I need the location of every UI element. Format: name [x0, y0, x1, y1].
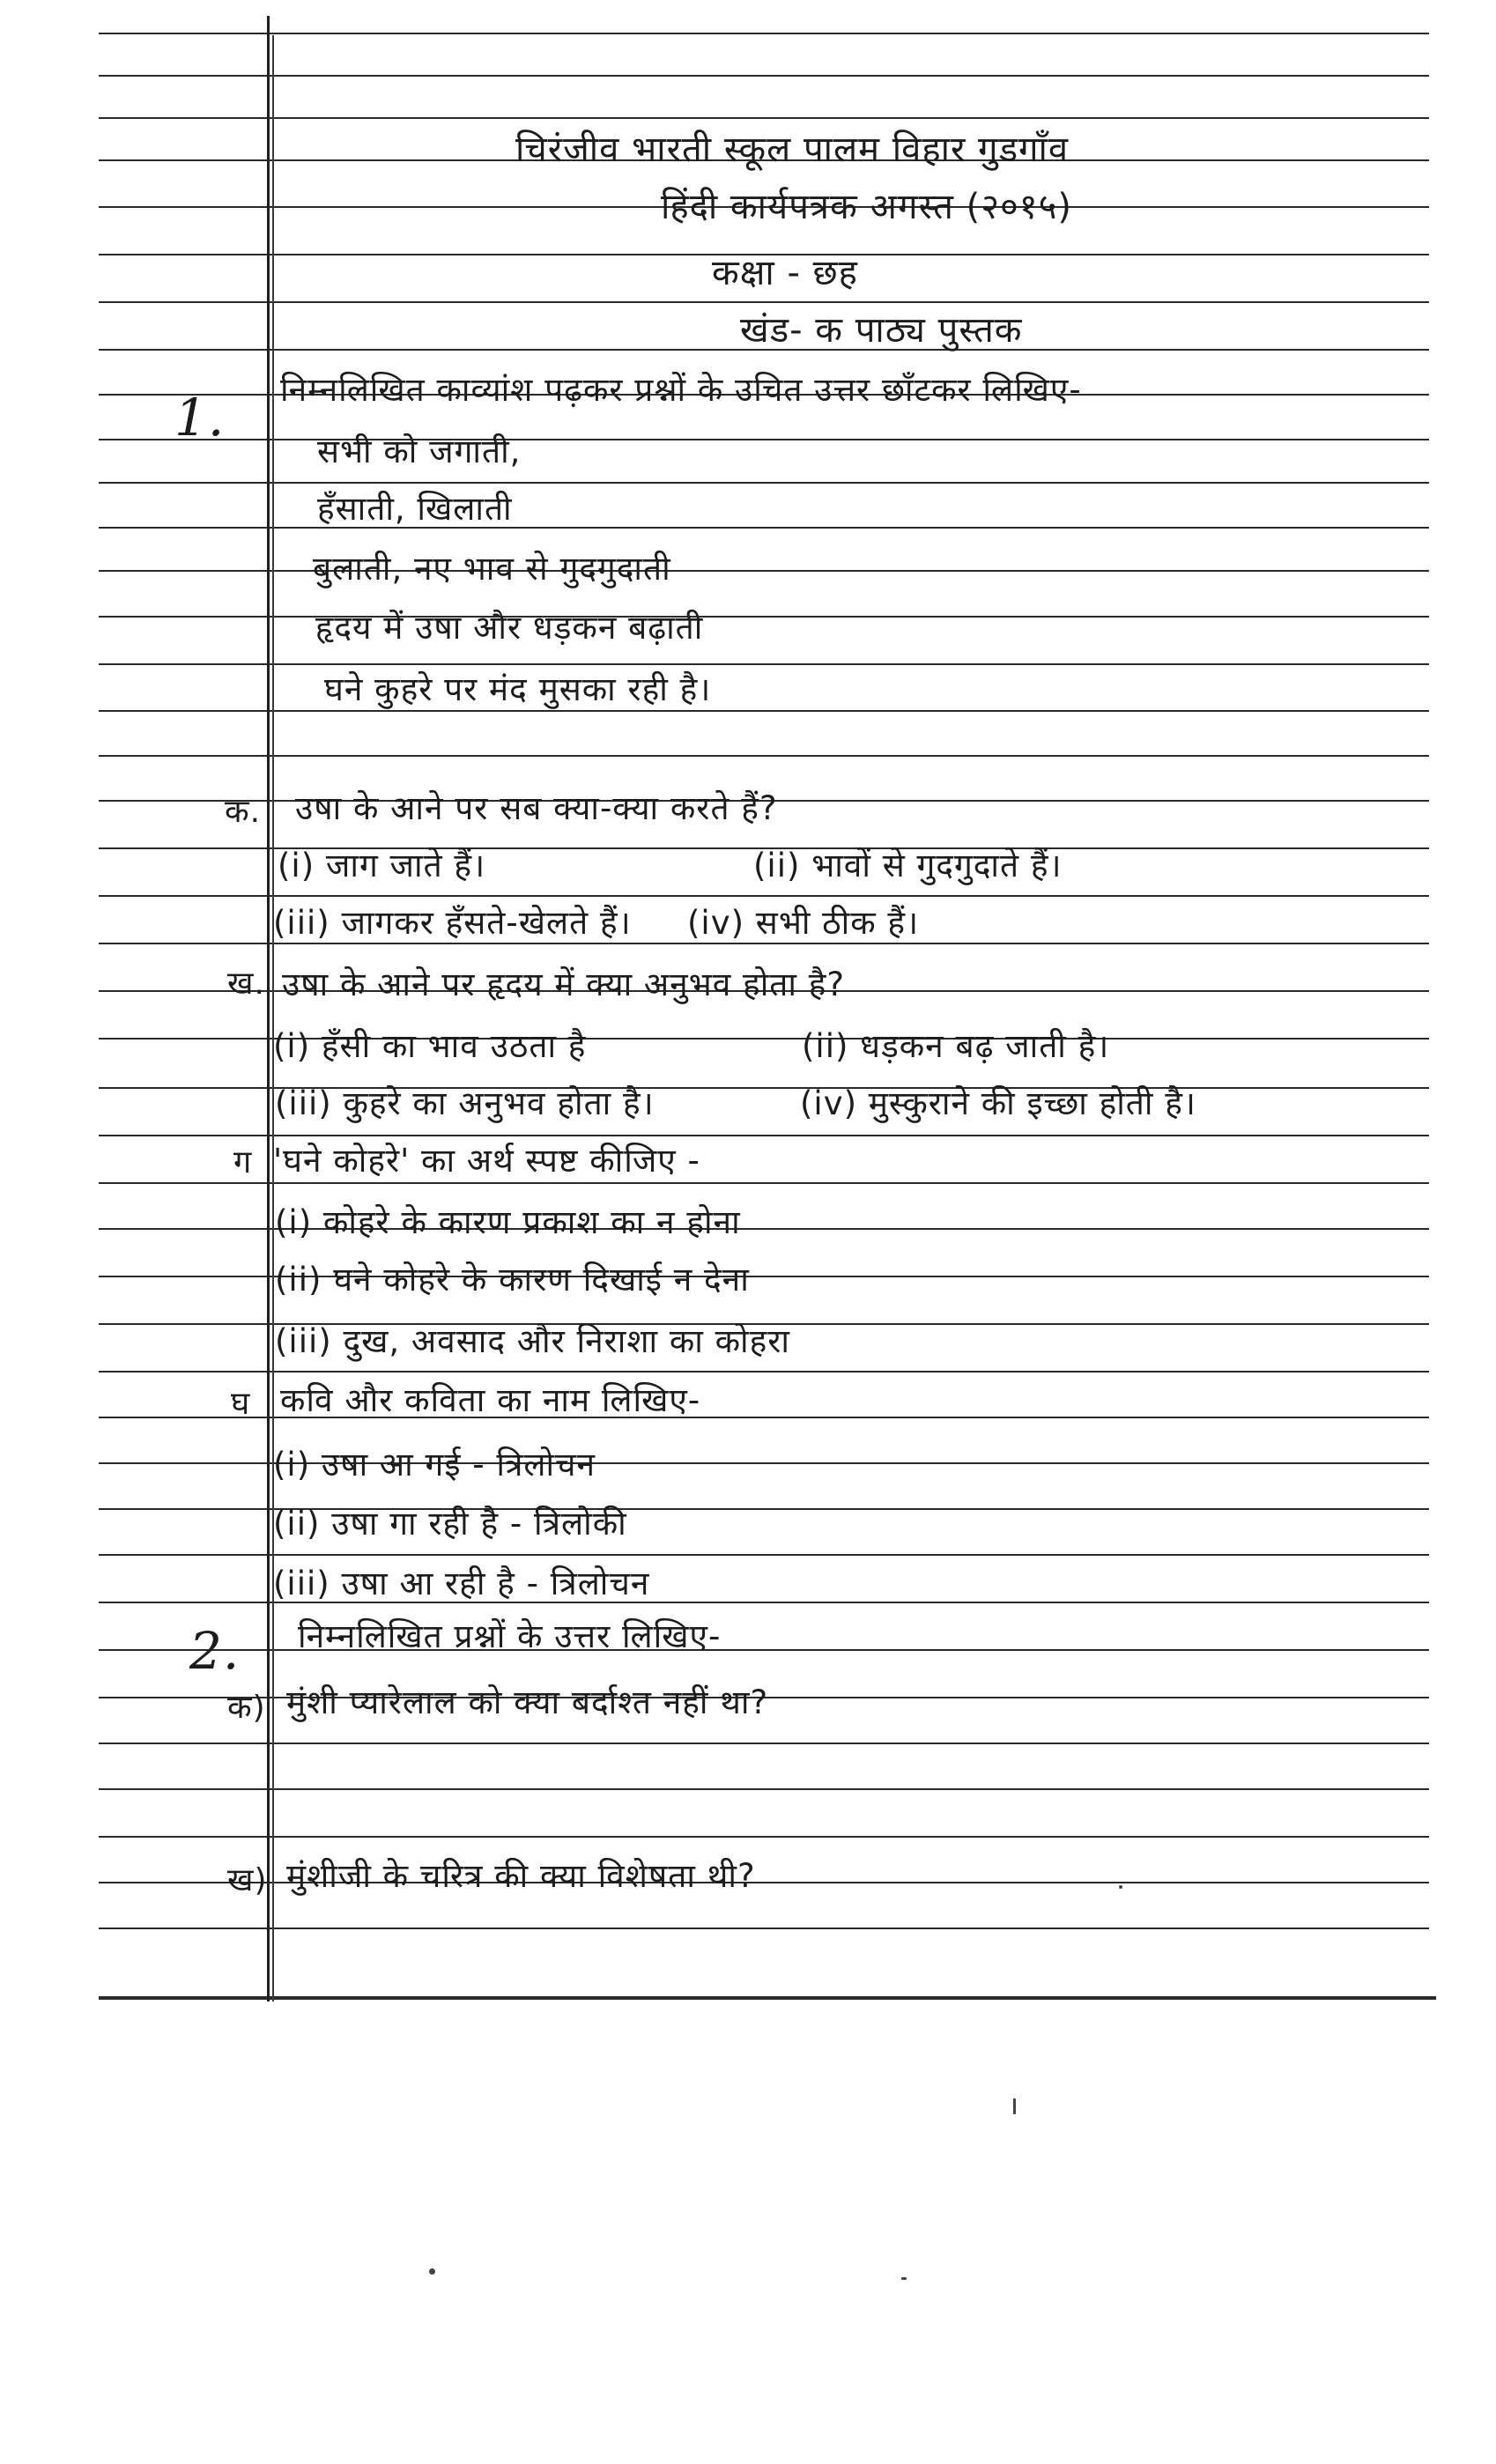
ruled-line	[99, 1836, 1429, 1838]
option: (iv) मुस्कुराने की इच्छा होती है।	[800, 1084, 1196, 1122]
option: (iii) उषा आ रही है - त्रिलोचन	[273, 1565, 650, 1602]
subquestion-text: कवि और कविता का नाम लिखिए-	[280, 1381, 701, 1419]
option: (iv) सभी ठीक हैं।	[687, 904, 920, 942]
class-label: कक्षा - छह	[712, 253, 858, 293]
question-number: 2.	[189, 1621, 241, 1681]
option: (i) हँसी का भाव उठता है	[273, 1027, 587, 1065]
question-instruction: निम्नलिखित काव्यांश पढ़कर प्रश्नों के उचित उत्तर छाँटकर लिखिए-	[280, 371, 1082, 409]
ruled-line	[99, 439, 1429, 440]
poem-line: घने कुहरे पर मंद मुसका रही है।	[324, 670, 712, 708]
subquestion-marker: क.	[225, 794, 262, 830]
subquestion-marker: घ	[231, 1386, 251, 1422]
poem-line: बुलाती, नए भाव से गुदगुदाती	[313, 550, 671, 588]
section-label: खंड- क पाठ्य पुस्तक	[740, 310, 1023, 351]
ruled-line	[99, 1371, 1429, 1373]
ruled-line	[99, 75, 1429, 77]
ruled-line	[99, 570, 1429, 572]
option: (i) जाग जाते हैं।	[278, 847, 486, 884]
ruled-line	[99, 663, 1429, 665]
margin-line	[272, 35, 274, 2002]
option: (ii) भावों से गुदगुदाते हैं।	[753, 847, 1063, 884]
ruled-line	[99, 1788, 1429, 1790]
ruled-line	[99, 1928, 1429, 1929]
subquestion-text: मुंशीजी के चरित्र की क्या विशेषता थी?	[286, 1857, 756, 1895]
ruled-line	[99, 117, 1429, 119]
option: (iii) जागकर हँसते-खेलते हैं।	[273, 904, 632, 942]
scan-speck	[1119, 1885, 1122, 1889]
subquestion-text: उषा के आने पर हृदय में क्या अनुभव होता है?	[282, 966, 846, 1003]
ruled-line	[99, 33, 1429, 34]
ruled-line	[99, 301, 1429, 303]
ruled-line	[99, 895, 1429, 897]
subquestion-marker: क)	[227, 1690, 266, 1726]
ruled-line	[99, 527, 1429, 529]
subquestion-marker: ख.	[227, 966, 265, 1002]
ruled-line	[99, 1554, 1429, 1556]
ruled-line	[99, 710, 1429, 712]
ruled-line	[99, 755, 1429, 757]
option: (iii) दुख, अवसाद और निराशा का कोहरा	[275, 1322, 790, 1360]
poem-line: हृदय में उषा और धड़कन बढ़ाती	[315, 609, 704, 647]
subquestion-marker: ग	[233, 1144, 253, 1180]
ruled-line	[99, 1182, 1429, 1184]
worksheet-title: हिंदी कार्यपत्रक अगस्त (२०१५)	[661, 187, 1072, 227]
subquestion-text: उषा के आने पर सब क्या-क्या करते हैं?	[295, 789, 778, 827]
scan-speck	[1013, 2098, 1016, 2114]
ruled-line	[99, 616, 1429, 618]
option: (ii) घने कोहरे के कारण दिखाई न देना	[275, 1261, 750, 1299]
ruled-line	[99, 1743, 1429, 1744]
subquestion-text: 'घने कोहरे' का अर्थ स्पष्ट कीजिए -	[273, 1142, 700, 1180]
question-number: 1.	[174, 388, 226, 448]
poem-line: सभी को जगाती,	[317, 433, 522, 470]
option: (ii) उषा गा रही है - त्रिलोकी	[273, 1505, 627, 1543]
subquestion-marker: ख)	[227, 1862, 268, 1898]
margin-line	[267, 16, 270, 2002]
option: (iii) कुहरे का अनुभव होता है।	[275, 1084, 655, 1122]
poem-line: हँसाती, खिलाती	[317, 490, 513, 528]
option: (ii) धड़कन बढ़ जाती है।	[802, 1027, 1110, 1065]
subquestion-text: मुंशी प्यारेलाल को क्या बर्दाश्त नहीं था?	[286, 1683, 769, 1721]
scan-speck	[901, 2277, 907, 2280]
ruled-line-bottom	[99, 1996, 1436, 2000]
option: (i) कोहरे के कारण प्रकाश का न होना	[275, 1203, 741, 1241]
option: (i) उषा आ गई - त्रिलोचन	[273, 1446, 596, 1484]
ruled-line	[99, 482, 1429, 484]
question-instruction: निम्नलिखित प्रश्नों के उत्तर लिखिए-	[298, 1617, 722, 1655]
scan-speck	[429, 2268, 435, 2275]
school-name: चिरंजीव भारती स्कूल पालम विहार गुडगाँव	[515, 129, 1070, 170]
